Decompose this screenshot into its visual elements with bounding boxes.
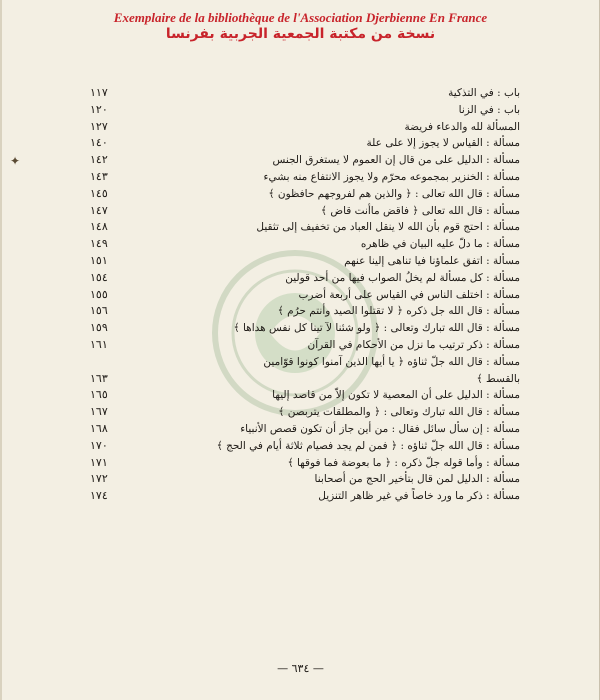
toc-entry [90, 404, 520, 421]
toc-entry-page: ١٦٣ [90, 371, 108, 385]
watermark-english: Exemplaire de la bibliothèque de l'Association Djerbienne En France [113, 10, 488, 25]
toc-entry-title: مسألة : قال الله جل ذكره ﴿ لا تقتلوا الصيد وأنتم حرُم ﴾ [277, 305, 520, 318]
toc-entry-title: مسألة : الخنزير بمجموعه محرّم ولا يجوز الانتفاع منه بشيء [263, 170, 520, 183]
toc-entry [90, 421, 520, 438]
toc-entry [90, 387, 520, 404]
toc-entry-title: مسألة : الدليل على أن المعصية لا تكون إلاّ من قاصد إليها [272, 389, 520, 402]
toc-entry-page: ١١٧ [90, 86, 108, 99]
page-number: — ٦٣٤ — [277, 662, 324, 675]
toc-entry-page: ١٧٢ [90, 472, 108, 486]
toc-entry-page: ١٧١ [90, 455, 108, 469]
toc-entry-page: ١٥٤ [90, 270, 108, 284]
toc-entry-page: ١٤٠ [90, 136, 108, 150]
toc-entry-page: ١٧٤ [90, 489, 108, 503]
toc-entry-title: مسألة : قال الله جلّ ثناؤه : ﴿ فمن لم يجد فصيام ثلاثة أيام في الحج ﴾ [216, 439, 520, 452]
toc-entry-page: ١٥٥ [90, 287, 108, 301]
toc-entry-page: ١٦١ [90, 337, 108, 351]
toc-entry [90, 236, 520, 253]
toc-entry-title: مسألة : قال الله تعالى ﴿ فاقض ماأنت قاض ﴾ [320, 204, 520, 217]
toc-entry-title: مسألة : ما دلّ عليه البيان في ظاهره [360, 238, 520, 251]
toc-entry-title: مسألة : إن سأل سائل فقال : من أين جاز أن تكون قصص الأنبياء [240, 422, 520, 435]
toc-entry-page: ١٦٥ [90, 388, 108, 402]
toc-entry-page: ١٤٩ [90, 237, 108, 251]
toc-entry-page: ١٤٧ [90, 203, 108, 217]
toc-entry-title: مسألة : ذكر ترتيب ما نزل من الأحكام في القرآن [307, 338, 520, 351]
watermark-arabic: نسخة من مكتبة الجمعية الجربية بفرنسا [165, 26, 436, 42]
toc-entry-page: ١٢٧ [90, 119, 108, 133]
toc-entry [90, 270, 520, 287]
toc-entry [90, 287, 520, 304]
toc-entry-title: المسألة لله والدعاء فريضة [404, 120, 520, 133]
toc-entry-page: ١٥١ [90, 253, 108, 267]
toc-entry [90, 203, 520, 220]
toc-entry-page: ١٥٩ [90, 321, 108, 335]
toc-entry [90, 354, 520, 371]
toc-entry-title: بالقسط ﴾ [476, 372, 520, 385]
toc-entry [90, 438, 520, 455]
toc-entry-page: ١٧٠ [90, 438, 108, 452]
toc-entry [90, 169, 520, 186]
toc-entry [90, 85, 520, 102]
toc-entry [90, 320, 520, 337]
toc-entry-page: ١٤٣ [90, 169, 108, 183]
toc-entry-title: مسألة : قال الله تعالى : ﴿ والذين هم لفروجهم حافظون ﴾ [268, 187, 520, 200]
toc-entry-page: ١٤٨ [90, 220, 108, 234]
toc-entry-title: مسألة : قال الله جلّ ثناؤه ﴿ يا أيها الذين آمنوا كونوا قوّامين [263, 355, 520, 368]
toc-entry-title: باب : في الزنا [458, 103, 520, 116]
toc-entry-page: ١٥٦ [90, 304, 108, 318]
toc-entry-title: باب : في التذكية [448, 87, 520, 99]
toc-entry-page: ١٦٨ [90, 421, 108, 435]
toc-entry [90, 303, 520, 320]
toc-entry [90, 119, 520, 136]
toc-entry-title: مسألة : القياس لا يجوز إلا على علة [366, 137, 520, 150]
toc-entry-title: مسألة : الدليل على من قال إن العموم لا يستغرق الجنس [272, 154, 520, 167]
toc-entry-title: مسألة : قال الله تبارك وتعالى : ﴿ والمطلقات يتربصن ﴾ [278, 406, 520, 419]
toc-entry [90, 488, 520, 505]
margin-mark-icon: ✦ [10, 154, 21, 168]
toc-entry-page: ١٤٢ [90, 153, 108, 167]
toc-entry-title: مسألة : اتفق علماؤنا فيا تناهى إلينا عنهم [344, 254, 520, 267]
toc-entry-page: ١٦٧ [90, 405, 108, 419]
toc-entry [90, 102, 520, 119]
toc-entry-page: ١٤٥ [90, 186, 108, 200]
toc-entry [90, 219, 520, 236]
toc-entry-title: مسألة : وأما قوله جلّ ذكره : ﴿ ما بعوضة فما فوقها ﴾ [287, 456, 520, 469]
toc-entry-title: مسألة : كل مسألة لم يخلُ الصواب فيها من أحد قولين [285, 271, 520, 284]
table-of-contents [90, 85, 520, 505]
toc-entry [90, 253, 520, 270]
toc-entry [90, 152, 520, 169]
toc-entry [90, 471, 520, 488]
toc-entry [90, 337, 520, 354]
toc-entry-title: مسألة : قال الله تبارك وتعالى : ﴿ ولو شئنا لآ تينا كل نفس هداها ﴾ [233, 322, 520, 335]
toc-entry-page: ١٢٠ [90, 102, 108, 116]
toc-entry [90, 186, 520, 203]
toc-entry [90, 135, 520, 152]
toc-entry-title: مسألة : اختلف الناس في القياس على أربعة أضرب [298, 288, 520, 301]
toc-entry-title: مسألة : الدليل لمن قال بتأخير الحج من أصحابنا [314, 473, 520, 486]
toc-entry-title: مسألة : احتج قوم بأن الله لا ينقل العباد من تخفيف إلى تثقيل [256, 221, 520, 234]
toc-entry [90, 455, 520, 472]
toc-entry [90, 371, 520, 388]
toc-entry-title: مسألة : ذكر ما ورد خاصاً في غير ظاهر التنزيل [318, 490, 520, 503]
